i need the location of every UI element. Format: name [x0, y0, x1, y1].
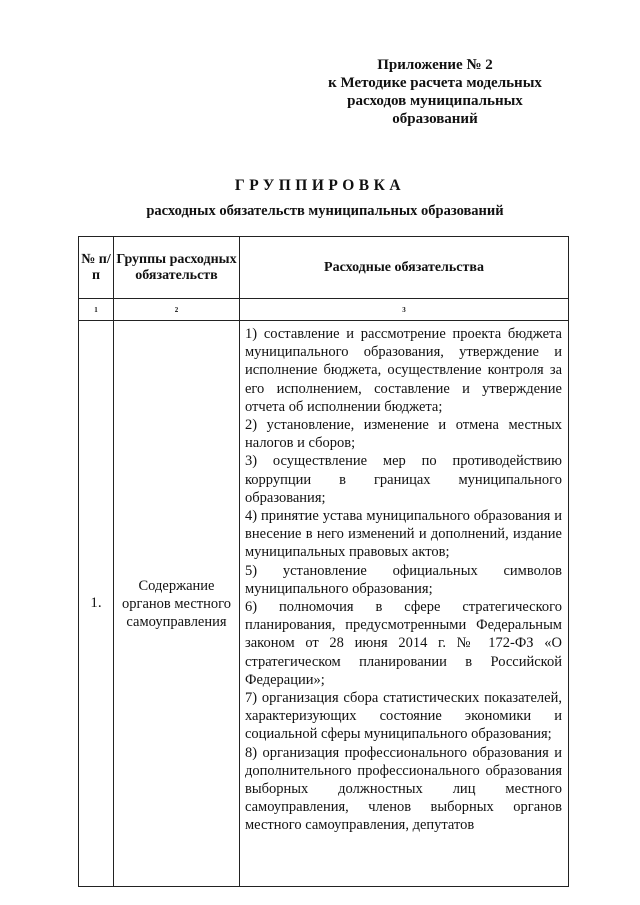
- column-number: 1: [79, 299, 114, 321]
- row-obligations-cell: [240, 321, 569, 887]
- obligations-table: [78, 236, 569, 887]
- table-row: [79, 321, 569, 887]
- obligation-item: 3) осуществление мер по противодействию коррупции в границах муниципального образования;: [245, 453, 562, 506]
- obligation-item: 4) принятие устава муниципального образования и внесение в него изменений и дополнений, издание муниципальных правовых актов;: [245, 508, 562, 561]
- table-header-row: [79, 237, 569, 299]
- obligation-item: 2) установление, изменение и отмена местных налогов и сборов;: [245, 417, 562, 452]
- row-group: Содержание органов местного самоуправления: [114, 321, 240, 887]
- obligation-item: 6) полномочия в сфере стратегического планирования, предусмотренными Федеральным законом от 28 июня 2014 г. № 172-ФЗ «О стратегическом планировании в Российской Федерации»;: [245, 599, 562, 688]
- header-num: № п/п: [79, 237, 114, 299]
- header-obligations: Расходные обязательства: [240, 237, 569, 299]
- document-subtitle: расходных обязательств муниципальных образований: [146, 203, 504, 219]
- header-groups: Группы расходных обязательств: [114, 237, 240, 299]
- row-obligations-text: [240, 321, 568, 886]
- column-number-row: [79, 299, 569, 321]
- column-number: 2: [114, 299, 240, 321]
- document-title: ГРУППИРОВКА: [234, 177, 406, 194]
- appendix-line: образований: [392, 111, 478, 127]
- obligation-item: 5) установление официальных символов муниципального образования;: [245, 562, 562, 597]
- row-number: 1.: [79, 321, 114, 887]
- appendix-line: Приложение № 2: [377, 57, 493, 73]
- obligation-item: 8) организация профессионального образования и дополнительного профессионального образования выборных должностных лиц местного самоуправления, членов выборных органов местного самоуправления, депутатов: [245, 744, 562, 834]
- column-number: 3: [240, 299, 569, 321]
- obligation-item: 7) организация сбора статистических показателей, характеризующих состояние экономики и социальной сферы муниципального образования;: [245, 690, 562, 743]
- appendix-line: расходов муниципальных: [347, 93, 523, 109]
- appendix-heading: [300, 56, 570, 128]
- appendix-line: к Методике расчета модельных: [328, 75, 542, 91]
- obligation-item: 1) составление и рассмотрение проекта бюджета муниципального образования, утверждение и исполнение бюджета, осуществление контроля за его исполнением, составление и утверждение отчета об исполнении бюджета;: [245, 326, 562, 415]
